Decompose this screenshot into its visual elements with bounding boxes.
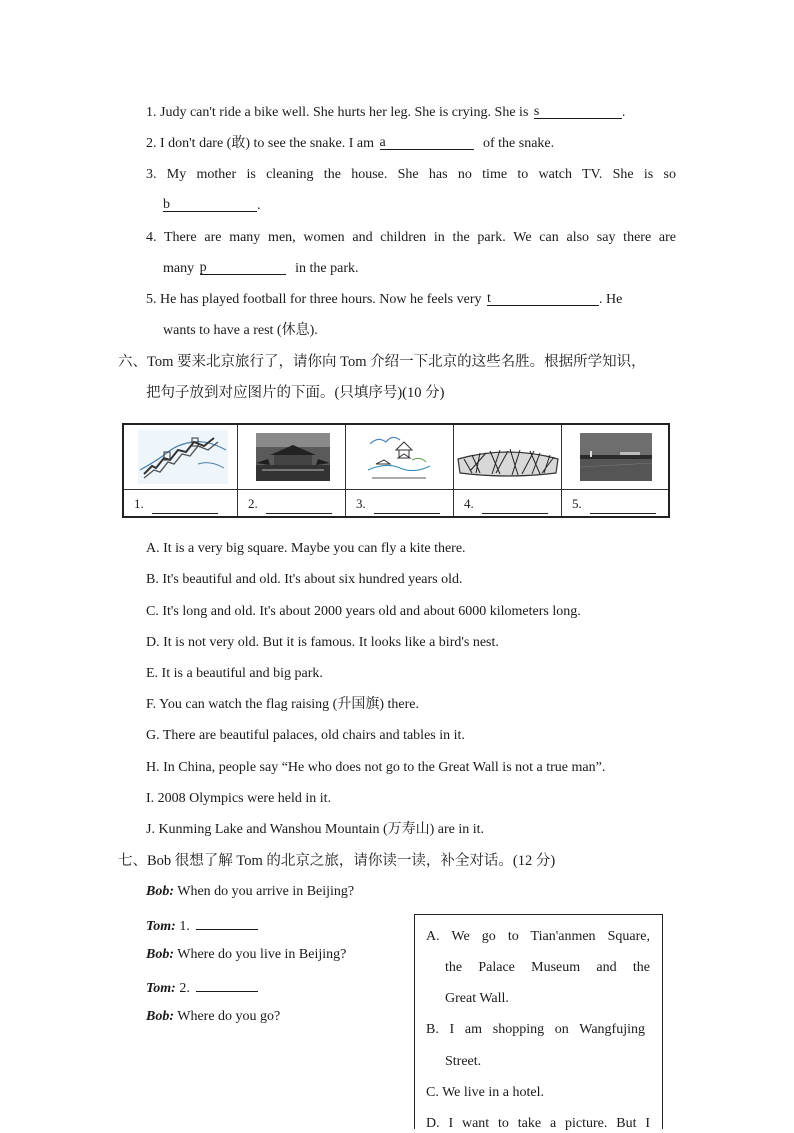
q5-item-2: 2. I don't dare (敢) to see the snake. I am a of the snake.	[146, 135, 555, 151]
dialog-line-4: Tom: 2.	[146, 977, 258, 998]
q5-item-3-line1: 3. My mother is cleaning the house. She has no time to watch TV. She is so	[146, 167, 676, 182]
option-d: D. It is not very old. But it is famous. It looks like a bird's nest.	[146, 635, 499, 650]
box-option-a-line3: Great Wall.	[445, 991, 509, 1006]
answer-options-box	[414, 914, 663, 1129]
answer-cell-2[interactable]: 2.	[238, 489, 346, 516]
speaker-label: Bob:	[146, 947, 174, 962]
option-f: F. You can watch the flag raising (升国旗) there.	[146, 697, 419, 712]
section-6-heading: 六、Tom 要来北京旅行了，请你向 Tom 介绍一下北京的这些名胜。根据所学知识，	[118, 354, 646, 370]
section-7-heading: 七、Bob 很想了解 Tom 的北京之旅，请你读一读，补全对话。(12 分)	[118, 853, 556, 869]
tiananmen-square-image	[580, 433, 652, 481]
answer-underline	[152, 496, 218, 514]
answer-blank[interactable]	[196, 977, 258, 992]
summer-palace-image	[366, 430, 432, 484]
answer-blank[interactable]: p	[200, 260, 286, 275]
picture-cell-5	[562, 425, 668, 489]
answer-underline	[482, 496, 548, 514]
palace-museum-image	[256, 433, 330, 481]
answer-blank[interactable]: t	[487, 291, 599, 306]
picture-table	[122, 423, 670, 518]
birds-nest-image	[456, 441, 560, 477]
answer-blank[interactable]: b	[163, 197, 257, 212]
answer-cell-3[interactable]: 3.	[346, 489, 454, 516]
speaker-label: Bob:	[146, 1009, 174, 1024]
box-option-a-line2: the Palace Museum and the	[445, 960, 650, 975]
q5-item-5-line2: wants to have a rest (休息).	[163, 323, 318, 338]
answer-underline	[266, 496, 332, 514]
box-option-d-line1: D. I want to take a picture. But I	[426, 1116, 650, 1131]
speaker-label: Tom:	[146, 981, 176, 996]
dialog-line-2: Tom: 1.	[146, 915, 258, 936]
dialog-line-5: Bob: Where do you go?	[146, 1009, 281, 1024]
answer-cell-1[interactable]: 1.	[124, 489, 238, 516]
answer-cell-4[interactable]: 4.	[454, 489, 562, 516]
box-option-c-line1: C. We live in a hotel.	[426, 1085, 544, 1100]
answer-blank[interactable]	[196, 915, 258, 930]
speaker-label: Tom:	[146, 919, 176, 934]
dialog-line-1: Bob: When do you arrive in Beijing?	[146, 884, 355, 899]
answer-underline	[374, 496, 440, 514]
option-b: B. It's beautiful and old. It's about six hundred years old.	[146, 572, 463, 587]
picture-cell-2	[238, 425, 346, 489]
speaker-label: Bob:	[146, 884, 174, 899]
option-c: C. It's long and old. It's about 2000 years old and about 6000 kilometers long.	[146, 604, 581, 619]
option-e: E. It is a beautiful and big park.	[146, 666, 323, 681]
answer-underline	[590, 496, 656, 514]
option-j: J. Kunming Lake and Wanshou Mountain (万寿山) are in it.	[146, 822, 485, 837]
answer-cell-5[interactable]: 5.	[562, 489, 668, 516]
box-option-b-line1: B. I am shopping on Wangfujing	[426, 1022, 645, 1037]
answer-blank[interactable]: a	[380, 135, 474, 150]
picture-cell-1	[124, 425, 238, 489]
option-i: I. 2008 Olympics were held in it.	[146, 791, 332, 806]
picture-cell-3	[346, 425, 454, 489]
option-a: A. It is a very big square. Maybe you can fly a kite there.	[146, 541, 466, 556]
section-6-heading-line2: 把句子放到对应图片的下面。(只填序号)(10 分)	[146, 385, 445, 401]
q5-item-1: 1. Judy can't ride a bike well. She hurts her leg. She is crying. She is s .	[146, 104, 626, 120]
box-option-b-line2: Street.	[445, 1054, 482, 1069]
box-option-a-line1: A. We go to Tian'anmen Square,	[426, 929, 650, 944]
great-wall-image	[138, 430, 228, 484]
q5-item-3-line2: b .	[163, 197, 261, 213]
option-g: G. There are beautiful palaces, old chairs and tables in it.	[146, 728, 465, 743]
q5-item-4-line2: many p in the park.	[163, 260, 359, 276]
q5-item-4-line1: 4. There are many men, women and children in the park. We can also say there are	[146, 230, 676, 245]
dialog-line-3: Bob: Where do you live in Beijing?	[146, 947, 347, 962]
answer-blank[interactable]: s	[534, 104, 622, 119]
picture-cell-4	[454, 425, 562, 489]
option-h: H. In China, people say “He who does not go to the Great Wall is not a true man”.	[146, 760, 606, 775]
q5-item-5-line1: 5. He has played football for three hours. Now he feels very t . He	[146, 291, 623, 307]
